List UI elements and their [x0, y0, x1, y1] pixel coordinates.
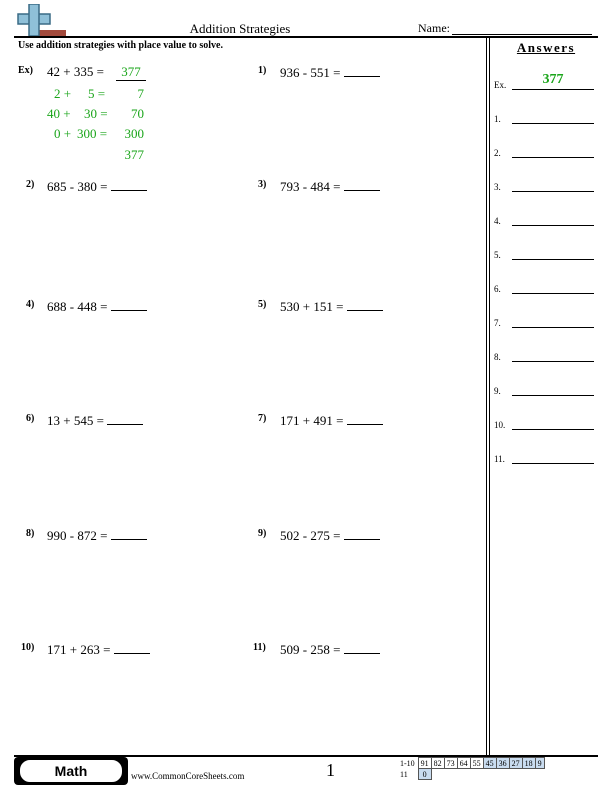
answer-blank[interactable]: [111, 527, 147, 540]
page-number: 1: [326, 760, 335, 780]
answer-line[interactable]: [512, 327, 594, 328]
answer-row[interactable]: [494, 212, 594, 226]
answer-blank[interactable]: [344, 641, 380, 654]
problem-number: 11): [253, 642, 266, 653]
example-step-left: 0 +: [54, 126, 72, 141]
addition-plus-logo-icon: [16, 4, 72, 38]
score-table: [398, 757, 545, 780]
example-answer: 377: [116, 64, 146, 81]
answer-row[interactable]: [494, 416, 594, 430]
example-step-result: 7: [137, 86, 144, 101]
score-cell: 36: [496, 758, 509, 769]
answer-line[interactable]: [512, 225, 594, 226]
answer-column-divider: [486, 37, 487, 755]
score-cell: 55: [470, 758, 483, 769]
problem-expression: 171 + 491 =: [280, 413, 344, 428]
problem-expression: 502 - 275 =: [280, 528, 341, 543]
answer-label: 4.: [494, 216, 501, 226]
answer-line[interactable]: [512, 395, 594, 396]
problem-expression: 685 - 380 =: [47, 179, 108, 194]
example-step-right: 30 =: [84, 106, 108, 121]
example-label: Ex): [18, 65, 33, 76]
answer-blank[interactable]: [347, 298, 383, 311]
answer-label: 2.: [494, 148, 501, 158]
example-total: 377: [124, 147, 144, 162]
example-step-result: 300: [124, 126, 144, 141]
problem-expression: 688 - 448 =: [47, 299, 108, 314]
worksheet-title: Addition Strategies: [189, 21, 291, 36]
problem-number: 1): [258, 65, 267, 76]
score-row-label: 11: [400, 769, 408, 779]
example-step-left: 2 +: [54, 86, 72, 101]
problem-expression: 171 + 263 =: [47, 642, 111, 657]
score-cell: 0: [418, 769, 431, 780]
score-row: [398, 758, 544, 769]
example-step-right: 300 =: [77, 126, 108, 141]
score-cell: 82: [431, 758, 444, 769]
example-step-left: 40 +: [47, 106, 71, 121]
answer-line[interactable]: [512, 429, 594, 430]
answer-row[interactable]: [494, 450, 594, 464]
answer-blank[interactable]: [347, 412, 383, 425]
answer-line[interactable]: [512, 463, 594, 464]
instructions: Use addition strategies with place value to solve.: [18, 40, 223, 51]
problem-number: 3): [258, 179, 267, 190]
answer-line[interactable]: [512, 191, 594, 192]
answer-row[interactable]: [494, 110, 594, 124]
answer-row-example: [494, 72, 594, 90]
answer-line[interactable]: [512, 157, 594, 158]
math-badge: Math: [18, 758, 124, 784]
answer-label: 3.: [494, 182, 501, 192]
answer-blank[interactable]: [111, 298, 147, 311]
answer-blank[interactable]: [111, 178, 147, 191]
problem-expression: 509 - 258 =: [280, 642, 341, 657]
problem-expression: 530 + 151 =: [280, 299, 344, 314]
answer-label: 1.: [494, 114, 501, 124]
answer-row[interactable]: [494, 178, 594, 192]
name-label: Name:: [418, 21, 450, 35]
problem-number: 4): [26, 299, 35, 310]
problem-expression: 990 - 872 =: [47, 528, 108, 543]
answer-line[interactable]: [512, 259, 594, 260]
answer-label: 6.: [494, 284, 501, 294]
answer-label: Ex.: [494, 80, 507, 90]
example-step-right: 5 =: [88, 86, 106, 101]
problem-number: 7): [258, 413, 267, 424]
answer-blank[interactable]: [344, 527, 380, 540]
answer-line[interactable]: [512, 293, 594, 294]
answer-value: 377: [542, 72, 564, 87]
answer-column-divider: [489, 37, 490, 755]
score-cell: 91: [418, 758, 431, 769]
problem-number: 5): [258, 299, 267, 310]
answer-row[interactable]: [494, 382, 594, 396]
score-cell: 9: [535, 758, 544, 769]
problem-number: 2): [26, 179, 35, 190]
answer-label: 8.: [494, 352, 501, 362]
answer-row[interactable]: [494, 280, 594, 294]
problem-expression: 793 - 484 =: [280, 179, 341, 194]
score-row: [398, 769, 544, 780]
problem-expression: 13 + 545 =: [47, 413, 104, 428]
problem-number: 10): [21, 642, 35, 653]
answer-row[interactable]: [494, 348, 594, 362]
answer-line[interactable]: [512, 123, 594, 124]
answer-blank[interactable]: [344, 178, 380, 191]
answer-label: 11.: [494, 454, 505, 464]
problem-number: 8): [26, 528, 35, 539]
problem-expression: 936 - 551 =: [280, 65, 341, 80]
example-step-result: 70: [131, 106, 144, 121]
score-cell: 73: [444, 758, 457, 769]
name-field-line[interactable]: [452, 34, 592, 35]
answer-blank[interactable]: [344, 64, 380, 77]
answer-blank[interactable]: [114, 641, 150, 654]
answer-row[interactable]: [494, 144, 594, 158]
answer-row[interactable]: [494, 314, 594, 328]
answers-title: Answers: [516, 40, 576, 55]
problem-number: 9): [258, 528, 267, 539]
answer-line[interactable]: [512, 361, 594, 362]
answer-blank[interactable]: [107, 412, 143, 425]
score-cell: 27: [509, 758, 522, 769]
answer-label: 5.: [494, 250, 501, 260]
score-cell: 18: [522, 758, 535, 769]
score-row-label: 1-10: [400, 758, 415, 768]
problem-number: 6): [26, 413, 35, 424]
score-cell: 64: [457, 758, 470, 769]
answer-line: [512, 89, 594, 90]
answer-label: 10.: [494, 420, 506, 430]
score-cell: 45: [483, 758, 496, 769]
answer-label: 9.: [494, 386, 501, 396]
site-url: www.CommonCoreSheets.com: [131, 771, 245, 781]
answer-row[interactable]: [494, 246, 594, 260]
example-expression: 42 + 335 =: [47, 64, 104, 79]
header-rule: [14, 36, 598, 38]
answer-label: 7.: [494, 318, 501, 328]
